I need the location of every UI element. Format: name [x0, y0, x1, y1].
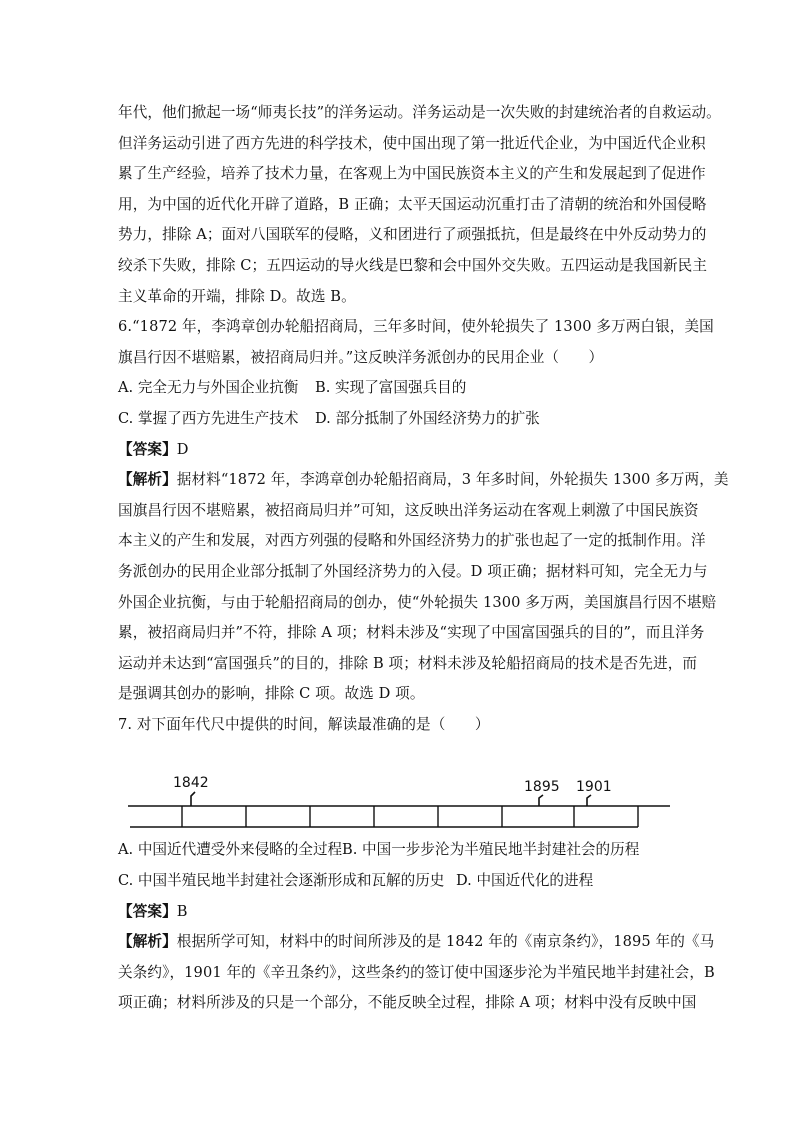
question-7-option-a: A. 中国近代遭受外来侵略的全过程 — [118, 841, 343, 859]
text-line: 年代，他们掀起一场“师夷长技”的洋务运动。洋务运动是一次失败的封建统治者的自救运动。 — [118, 104, 721, 121]
question-7-options-row-1 — [118, 835, 684, 866]
text-line: 主义革命的开端，排除 D。故选 B。 — [118, 287, 356, 305]
text-line: 绞杀下失败，排除 C；五四运动的导火线是巴黎和会中国外交失败。五四运动是我国新民主 — [118, 256, 708, 274]
question-6-option-a: A. 完全无力与外国企业抗衡 — [118, 379, 299, 397]
question-6-option-d: D. 部分抵制了外国经济势力的扩张 — [315, 409, 540, 427]
text-line: 用，为中国的近代化开辟了道路，B 正确；太平天国运动沉重打击了清朝的统治和外国侵略 — [118, 195, 707, 213]
text-line: 但洋务运动引进了西方先进的科学技术，使中国出现了第一批近代企业，为中国近代企业积 — [118, 134, 706, 152]
question-7-analysis-line: 项正确；材料所涉及的只是一个部分，不能反映全过程，排除 A 项；材料中没有反映中国 — [118, 994, 697, 1012]
analysis-text: 根据所学可知，材料中的时间所涉及的是 1842 年的《南京条约》，1895 年的《马 — [176, 933, 715, 951]
analysis-text: 据材料“1872 年，李鸿章创办轮船招商局，3 年多时间，外轮损失 1300 多万两，美 — [176, 471, 729, 489]
timeline-label-1895: 1895 — [524, 779, 560, 796]
timeline-marker-1901 — [587, 795, 591, 806]
question-7-option-c: C. 中国半殖民地半封建社会逐渐形成和瓦解的历史 — [118, 872, 445, 890]
question-6-analysis-line: 国旗昌行因不堪赔累，被招商局归并”可知，这反映出洋务运动在客观上刺激了中国民族资 — [118, 501, 699, 519]
timeline-label-1901: 1901 — [576, 779, 612, 796]
question-6 — [118, 312, 729, 710]
question-6-analysis-line — [118, 465, 729, 496]
q5-analysis-continued — [118, 98, 721, 312]
question-6-options-row-1 — [118, 373, 684, 404]
question-6-stem-line: 6.“1872 年，李鸿章创办轮船招商局，三年多时间，使外轮损失了 1300 多万两白银，美国 — [118, 318, 714, 336]
text-line: 势力，排除 A；面对八国联军的侵略，义和团进行了顽强抵抗，但是最终在中外反动势力的 — [118, 226, 707, 244]
question-7-analysis-line: 关条约》，1901 年的《辛丑条约》，这些条约的签订使中国逐步沦为半殖民地半封建社会，B — [118, 963, 715, 981]
answer-label: 【答案】 — [118, 902, 177, 920]
question-7-answer — [118, 897, 684, 928]
answer-label: 【答案】 — [118, 440, 177, 458]
timeline-svg — [118, 740, 684, 835]
question-6-options-row-2 — [118, 404, 684, 435]
question-7-stem: 7. 对下面年代尺中提供的时间，解读最准确的是（ ） — [118, 715, 490, 733]
question-6-analysis-line: 运动并未达到“富国强兵”的目的，排除 B 项；材料未涉及轮船招商局的技术是否先进，而 — [118, 654, 698, 672]
answer-value: D — [176, 440, 189, 458]
question-7-options-row-2 — [118, 866, 684, 897]
timeline-ruler — [118, 740, 684, 835]
analysis-label: 【解析】 — [118, 933, 177, 951]
text-line: 累了生产经验，培养了技术力量，在客观上为中国民族资本主义的产生和发展起到了促进作 — [118, 165, 706, 183]
document-page — [118, 98, 729, 1019]
question-7 — [118, 710, 715, 1019]
question-6-analysis-line: 本主义的产生和发展，对西方列强的侵略和外国经济势力的扩张也起了一定的抵制作用。洋 — [118, 532, 706, 550]
question-7-option-b: B. 中国一步步沦为半殖民地半封建社会的历程 — [342, 841, 640, 859]
question-6-analysis-line: 务派创办的民用企业部分抵制了外国经济势力的入侵。D 项正确；据材料可知，完全无力与 — [118, 562, 708, 580]
timeline-marker-1842 — [191, 792, 195, 806]
question-6-analysis-line: 是强调其创办的影响，排除 C 项。故选 D 项。 — [118, 685, 425, 703]
timeline-marker-1895 — [539, 795, 543, 806]
question-6-option-b: B. 实现了富国强兵目的 — [315, 379, 467, 397]
question-6-answer — [118, 435, 684, 466]
timeline-label-1842: 1842 — [173, 775, 209, 792]
question-7-analysis-line — [118, 927, 715, 958]
answer-value: B — [176, 902, 188, 920]
question-7-option-d: D. 中国近代化的进程 — [456, 872, 594, 890]
analysis-label: 【解析】 — [118, 471, 177, 489]
question-6-analysis-line: 累，被招商局归并”不符，排除 A 项；材料未涉及“实现了中国富国强兵的目的”，而且洋务 — [118, 624, 705, 642]
question-6-analysis-line: 外国企业抗衡，与由于轮船招商局的创办，使“外轮损失 1300 多万两，美国旗昌行因不堪赔 — [118, 593, 717, 611]
question-6-option-c: C. 掌握了西方先进生产技术 — [118, 409, 299, 427]
question-6-stem-line: 旗昌行因不堪赔累，被招商局归并。”这反映洋务派创办的民用企业（ ） — [118, 348, 604, 366]
